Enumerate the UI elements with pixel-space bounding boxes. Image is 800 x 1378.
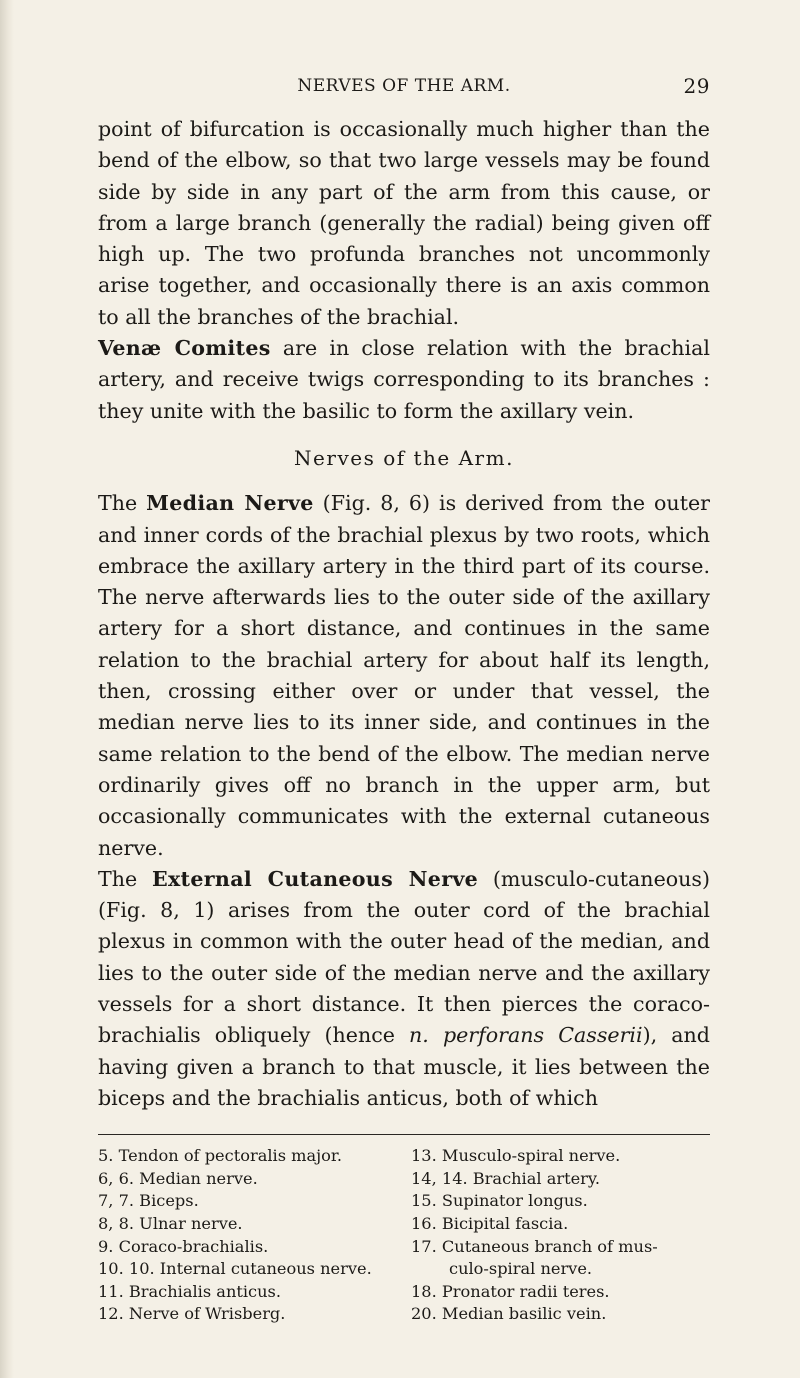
legend-item: 17. Cutaneous branch of mus- [411,1236,658,1256]
legend-column-left [98,1145,397,1326]
paragraph-external-cutaneous [98,864,710,1114]
term-venae-comites: Venæ Comites [98,336,271,361]
venae-comites-text: are in close relation with the brachial artery, and receive twigs corresponding to its branches : they unite with the basilic to form the axillary vein. [98,336,710,423]
median-intro: The [98,491,147,516]
legend-item: culo-spiral nerve. [449,1259,593,1279]
running-head [98,72,710,104]
paragraph-median-nerve [98,488,710,864]
legend-item: 20. Median basilic vein. [411,1304,607,1324]
page-number: 29 [683,74,710,98]
figure-legend [98,1145,710,1326]
legend-column-right [397,1145,710,1326]
section-title: Nerves of the Arm. [294,445,514,470]
external-cutaneous-text: (musculo-cutaneous) (Fig. 8, 1) arises from the outer cord of the brachial plexus in common with the outer head of the median, and lies to the outer side of the median nerve and the axillary vessels for a short distance. It then pierces the coraco-brachialis obliquely (hence [98,866,711,1048]
legend-item: 15. Supinator longus. [411,1191,588,1211]
legend-item: 14, 14. Brachial artery. [411,1168,601,1188]
paragraph-bifurcation: point of bifurcation is occasionally much higher than the bend of the elbow, so that two large vessels may be found side by side in any part of the arm from this cause, or from a large branch (generally the radial) being given off high up. The two profunda branches not uncommonly arise together, and occasionally there is an axis common to all the branches of the brachial. [98,117,710,329]
legend-divider [98,1134,710,1135]
paragraph-venae-comites [98,333,710,427]
page-gutter [0,0,14,1378]
external-cutaneous-end: ), and having given a branch to that muscle, it lies between the biceps and the brachialis anticus, both of which [98,1023,710,1110]
book-page [98,72,710,1326]
legend-item: 18. Pronator radii teres. [411,1281,610,1301]
external-intro: The [98,866,152,891]
legend-item: 11. Brachialis anticus. [98,1281,282,1301]
term-median-nerve: Median Nerve [146,491,314,516]
legend-item: 13. Musculo-spiral nerve. [411,1146,621,1166]
legend-item: 12. Nerve of Wrisberg. [98,1304,286,1324]
legend-item: 16. Bicipital fascia. [411,1213,569,1233]
running-title: NERVES OF THE ARM. [297,76,511,96]
legend-item: 9. Coraco-brachialis. [98,1236,269,1256]
legend-item: 7, 7. Biceps. [98,1191,199,1211]
legend-item: 8, 8. Ulnar nerve. [98,1213,243,1233]
legend-item: 10. 10. Internal cutaneous nerve. [98,1259,372,1279]
body-text [98,114,710,1114]
term-external-cutaneous: External Cutaneous Nerve [151,866,479,891]
legend-item: 6, 6. Median nerve. [98,1168,258,1188]
term-perforans-casserii: n. perforans Casserii [409,1023,643,1048]
median-nerve-text: (Fig. 8, 6) is derived from the outer and inner cords of the brachial plexus by two roots, which embrace the axillary artery in the third part of its course. The nerve afterwards lies to the outer side of the axillary artery for a short distance, and continues in the same relation to the brachial artery for about half its length, then, crossing either over or under that vessel, the median nerve lies to its inner side, and continues in the same relation to the bend of the elbow. The median nerve ordinarily gives off no branch in the upper arm, but occasionally communicates with the external cutaneous nerve. [98,491,711,860]
legend-item: 5. Tendon of pectoralis major. [98,1146,343,1166]
